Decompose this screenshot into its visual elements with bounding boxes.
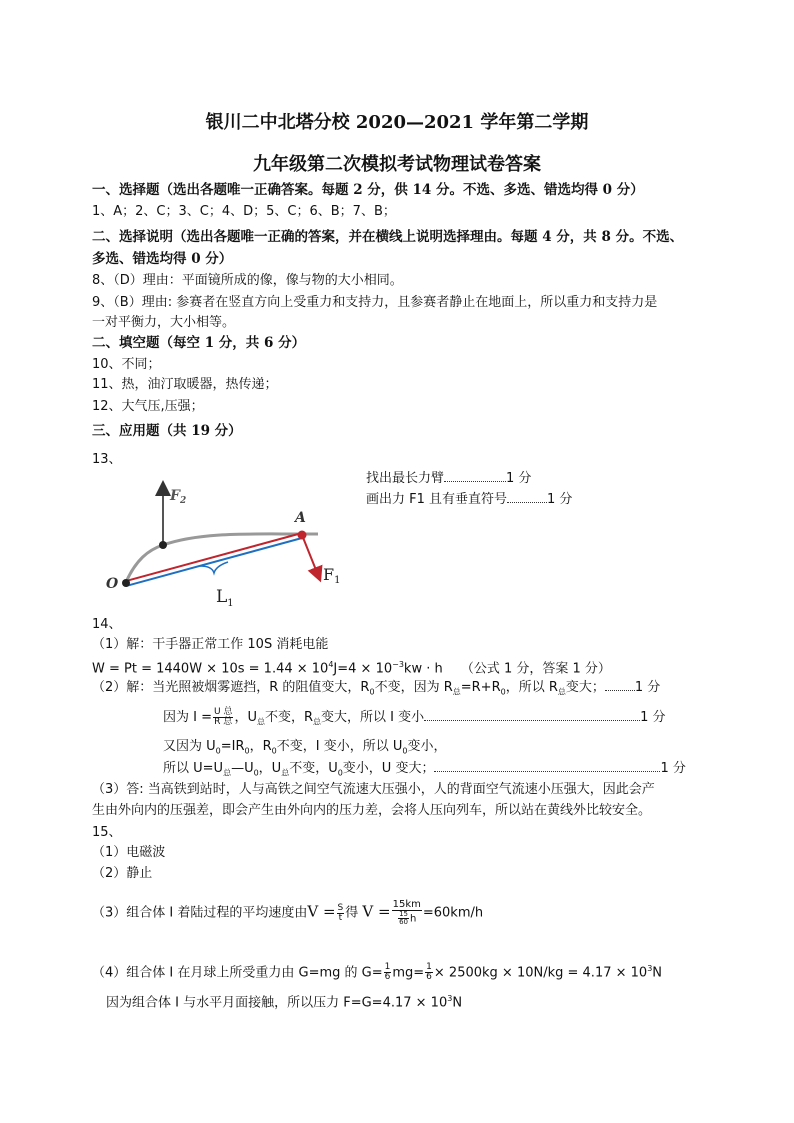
l1-brace <box>200 562 228 573</box>
label-f2: $F_2$ <box>170 488 187 506</box>
q13-label: 13、 <box>92 452 122 467</box>
answer-q10: 10、不同； <box>92 357 161 372</box>
point-mid <box>159 541 167 549</box>
q15-part4: （4）组合体 Ⅰ 在月球上所受重力由 G=mg 的 G= $\frac{1}{6}$ mg= $\frac{1}{6}$ × $2500kg \times 10N/kg = 4.17 \times 10^3N$ <box>92 962 663 983</box>
label-f1: F1 <box>323 565 341 586</box>
q15-part5: 因为组合体 Ⅰ 与水平月面接触，所以压力 $F=G=4.17 \times 10^3N$ <box>106 994 463 1011</box>
q14-part1-formula: $W = Pt = 1440W \times 10s = 1.44 \times 10^4J=4 \times 10^{-3}kw \cdot h$ （公式 1 分，答案 1 分） <box>92 660 611 677</box>
label-o: O <box>106 576 119 592</box>
line-oa <box>126 533 302 581</box>
answer-q9: 9、（B）理由: 参赛者在竖直方向上受重力和支持力，且参赛者静止在地面上，所以重力和支持力是 <box>92 295 658 310</box>
label-l1: $L_1$ <box>216 587 234 609</box>
answer-q9-cont: 一对平衡力，大小相等。 <box>92 315 236 330</box>
section-heading-fill: 二、填空题（每空 1 分，共 6 分） <box>92 335 306 351</box>
page-title: 银川二中北塔分校 2020—2021 学年第二学期 <box>205 112 589 133</box>
section-heading-explain-cont: 多选、错选均得 0 分） <box>92 251 233 267</box>
q15-label: 15、 <box>92 825 122 840</box>
q14-part2-line3: 又因为 $U_0=IR_0$，$R_0$不变，I 变小，所以 $U_0$变小， <box>163 739 447 756</box>
q14-label: 14、 <box>92 617 122 632</box>
q14-part3-line2: 生由外向内的压强差，即会产生由外向内的压力差，会将人压向列车，所以站在黄线外比较安全。 <box>92 803 652 818</box>
q13-scoring-note-2: 画出力 F1 且有垂直符号 1 分 <box>366 492 573 507</box>
answer-q11: 11、热，油汀取暖器，热传递； <box>92 377 278 392</box>
page-subtitle: 九年级第二次模拟考试物理试卷答案 <box>253 154 541 175</box>
q14-part2-line4: 所以 $U=U_总—U_0$，$U_总$不变，$U_0$变小，U 变大； 1 分 <box>163 761 686 778</box>
pivot-point-o <box>122 579 130 587</box>
section-heading-choice: 一、选择题（选出各题唯一正确答案。每题 2 分，供 14 分。不选、多选、错选均得 0 分） <box>92 182 644 198</box>
section-heading-application: 三、应用题（共 19 分） <box>92 423 242 439</box>
answer-q8: 8、（D）理由：平面镜所成的像，像与物的大小相同。 <box>92 273 403 288</box>
q15-part1: （1）电磁波 <box>92 845 166 860</box>
label-a: A <box>295 510 306 526</box>
answer-q12: 12、大气压,压强； <box>92 399 204 414</box>
force-f1-arrow <box>302 535 318 575</box>
lever-arm-l1 <box>126 538 302 586</box>
point-a <box>298 531 307 540</box>
section-heading-explain: 二、选择说明（选出各题唯一正确的答案，并在横线上说明选择理由。每题 4 分，共 8 分。不选、 <box>92 229 684 245</box>
q15-part3: （3）组合体 Ⅰ 着陆过程的平均速度由V = $\frac{S}{t}$ 得 V = 15km $\frac{15}{60}$ h =60km/h <box>92 899 484 926</box>
choice-answers: 1、A；2、C；3、C；4、D；5、C；6、B；7、B； <box>92 204 396 219</box>
q14-part3-line1: （3）答: 当高铁到站时，人与高铁之间空气流速大压强小，人的背面空气流速小压强大，因此会产 <box>92 782 655 797</box>
lever-curve <box>126 534 318 582</box>
q14-part2-line2: 因为 I = $\frac{\text{U 总}}{\text{R 总}}$ ，$U_总$不变，$R_总$变大，所以 I 变小 1 分 <box>163 707 666 727</box>
q15-part2: （2）静止 <box>92 866 153 881</box>
q13-scoring-note-1: 找出最长力臂 1 分 <box>366 471 532 486</box>
q14-part1: （1）解：干手器正常工作 10S 消耗电能 <box>92 637 329 652</box>
q14-part2-line1: （2）解：当光照被烟雾遮挡，R 的阻值变大，$R_0$不变，因为 $R_总=R+R_0$，所以 $R_总$变大； 1 分 <box>92 680 661 697</box>
